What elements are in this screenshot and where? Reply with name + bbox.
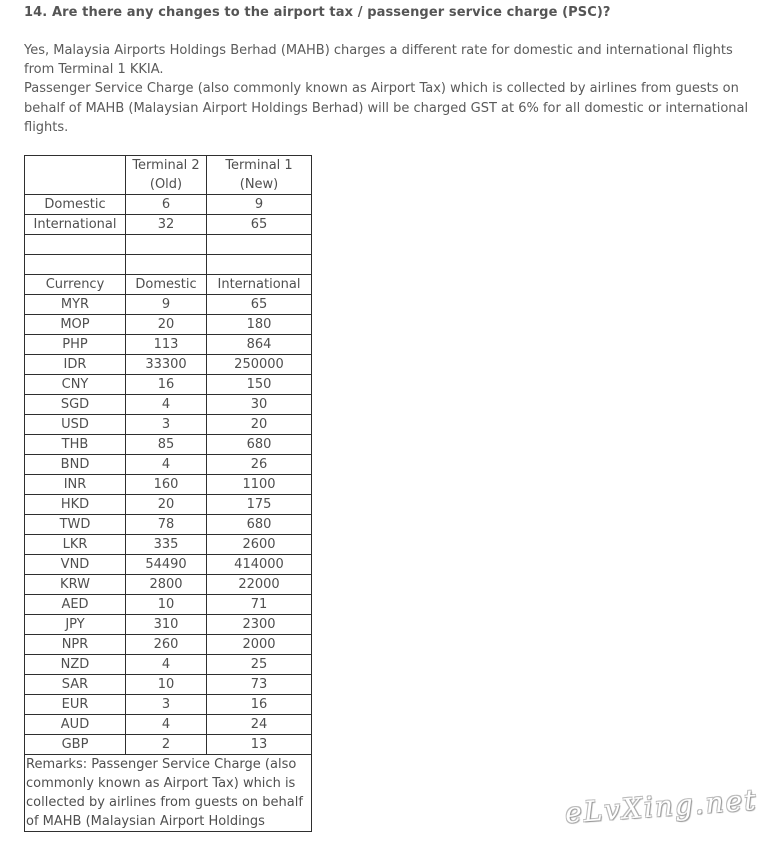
- currency-code: IDR: [25, 355, 126, 375]
- currency-row: [25, 455, 312, 475]
- international-charge: 680: [207, 435, 312, 455]
- international-charge: 24: [207, 715, 312, 735]
- currency-row: [25, 615, 312, 635]
- international-charge: 2300: [207, 615, 312, 635]
- terminal-2-header: Terminal 2 (Old): [126, 156, 207, 195]
- terminal-header-blank: [25, 156, 126, 195]
- international-charge: 16: [207, 695, 312, 715]
- currency-code: AED: [25, 595, 126, 615]
- currency-code: MYR: [25, 295, 126, 315]
- currency-code: PHP: [25, 335, 126, 355]
- currency-row: [25, 675, 312, 695]
- currency-code: SAR: [25, 675, 126, 695]
- currency-row: [25, 355, 312, 375]
- currency-row: [25, 415, 312, 435]
- currency-row: [25, 595, 312, 615]
- domestic-charge: 335: [126, 535, 207, 555]
- domestic-charge: 3: [126, 415, 207, 435]
- remarks-row: [25, 755, 312, 832]
- domestic-charge: 16: [126, 375, 207, 395]
- currency-row: [25, 475, 312, 495]
- domestic-charge: 310: [126, 615, 207, 635]
- currency-code: BND: [25, 455, 126, 475]
- currency-row: [25, 375, 312, 395]
- currency-code: GBP: [25, 735, 126, 755]
- currency-code: HKD: [25, 495, 126, 515]
- currency-header-row: [25, 275, 312, 295]
- currency-row: [25, 555, 312, 575]
- international-charge: 65: [207, 295, 312, 315]
- currency-row: [25, 535, 312, 555]
- currency-row: [25, 735, 312, 755]
- domestic-charge: 4: [126, 395, 207, 415]
- international-charge: 680: [207, 515, 312, 535]
- international-charge: 1100: [207, 475, 312, 495]
- domestic-charge: 4: [126, 715, 207, 735]
- terminal-2-value: 6: [126, 195, 207, 215]
- currency-row: [25, 515, 312, 535]
- currency-row: [25, 495, 312, 515]
- international-column-header: International: [207, 275, 312, 295]
- answer-paragraph-1: Yes, Malaysia Airports Holdings Berhad (MAHB) charges a different rate for domestic and international flights from Terminal 1 KKIA.: [24, 43, 733, 78]
- international-charge: 20: [207, 415, 312, 435]
- terminal-2-value: 32: [126, 215, 207, 235]
- currency-code: KRW: [25, 575, 126, 595]
- domestic-charge: 4: [126, 655, 207, 675]
- currency-code: USD: [25, 415, 126, 435]
- domestic-column-header: Domestic: [126, 275, 207, 295]
- domestic-charge: 85: [126, 435, 207, 455]
- domestic-charge: 2800: [126, 575, 207, 595]
- empty-cell: [25, 235, 126, 255]
- international-charge: 26: [207, 455, 312, 475]
- terminal-header-row: [25, 156, 312, 195]
- domestic-charge: 160: [126, 475, 207, 495]
- answer-paragraph-2: Passenger Service Charge (also commonly known as Airport Tax) which is collected by airlines from guests on behalf of MAHB (Malaysian Airport Holdings Berhad) will be charged GST at 6% for all domestic or international flights.: [24, 81, 749, 135]
- international-charge: 2000: [207, 635, 312, 655]
- domestic-charge: 113: [126, 335, 207, 355]
- international-charge: 150: [207, 375, 312, 395]
- international-charge: 2600: [207, 535, 312, 555]
- empty-cell: [207, 235, 312, 255]
- remarks-text: Remarks: Passenger Service Charge (also commonly known as Airport Tax) which is collected by airlines from guests on behalf of MAHB (Malaysian Airport Holdings: [25, 755, 312, 832]
- terminal-1-header: Terminal 1 (New): [207, 156, 312, 195]
- terminal-row-international: [25, 215, 312, 235]
- terminal-1-value: 65: [207, 215, 312, 235]
- currency-code: MOP: [25, 315, 126, 335]
- international-charge: 180: [207, 315, 312, 335]
- empty-row: [25, 235, 312, 255]
- currency-row: [25, 695, 312, 715]
- currency-code: VND: [25, 555, 126, 575]
- currency-row: [25, 575, 312, 595]
- currency-code: NPR: [25, 635, 126, 655]
- international-charge: 13: [207, 735, 312, 755]
- international-charge: 175: [207, 495, 312, 515]
- question-heading: 14. Are there any changes to the airport tax / passenger service charge (PSC)?: [24, 5, 611, 20]
- currency-row: [25, 635, 312, 655]
- domestic-charge: 4: [126, 455, 207, 475]
- empty-cell: [126, 235, 207, 255]
- currency-code: CNY: [25, 375, 126, 395]
- currency-row: [25, 715, 312, 735]
- terminal-row-label: International: [25, 215, 126, 235]
- domestic-charge: 33300: [126, 355, 207, 375]
- currency-row: [25, 655, 312, 675]
- domestic-charge: 20: [126, 495, 207, 515]
- currency-code: EUR: [25, 695, 126, 715]
- currency-column-header: Currency: [25, 275, 126, 295]
- international-charge: 25: [207, 655, 312, 675]
- domestic-charge: 10: [126, 595, 207, 615]
- empty-cell: [126, 255, 207, 275]
- international-charge: 73: [207, 675, 312, 695]
- currency-code: LKR: [25, 535, 126, 555]
- currency-code: TWD: [25, 515, 126, 535]
- empty-cell: [207, 255, 312, 275]
- currency-code: SGD: [25, 395, 126, 415]
- domestic-charge: 20: [126, 315, 207, 335]
- international-charge: 71: [207, 595, 312, 615]
- currency-row: [25, 435, 312, 455]
- international-charge: 414000: [207, 555, 312, 575]
- currency-code: AUD: [25, 715, 126, 735]
- international-charge: 22000: [207, 575, 312, 595]
- psc-rate-table: [24, 155, 312, 832]
- domestic-charge: 260: [126, 635, 207, 655]
- domestic-charge: 10: [126, 675, 207, 695]
- international-charge: 30: [207, 395, 312, 415]
- terminal-1-value: 9: [207, 195, 312, 215]
- currency-row: [25, 315, 312, 335]
- currency-row: [25, 335, 312, 355]
- answer-text: [24, 41, 764, 137]
- domestic-charge: 78: [126, 515, 207, 535]
- currency-row: [25, 295, 312, 315]
- currency-code: NZD: [25, 655, 126, 675]
- international-charge: 864: [207, 335, 312, 355]
- currency-row: [25, 395, 312, 415]
- empty-cell: [25, 255, 126, 275]
- currency-code: JPY: [25, 615, 126, 635]
- domestic-charge: 54490: [126, 555, 207, 575]
- empty-row: [25, 255, 312, 275]
- terminal-row-domestic: [25, 195, 312, 215]
- domestic-charge: 2: [126, 735, 207, 755]
- domestic-charge: 3: [126, 695, 207, 715]
- domestic-charge: 9: [126, 295, 207, 315]
- terminal-row-label: Domestic: [25, 195, 126, 215]
- site-watermark: eLvXing.net: [564, 783, 759, 830]
- currency-code: THB: [25, 435, 126, 455]
- international-charge: 250000: [207, 355, 312, 375]
- currency-code: INR: [25, 475, 126, 495]
